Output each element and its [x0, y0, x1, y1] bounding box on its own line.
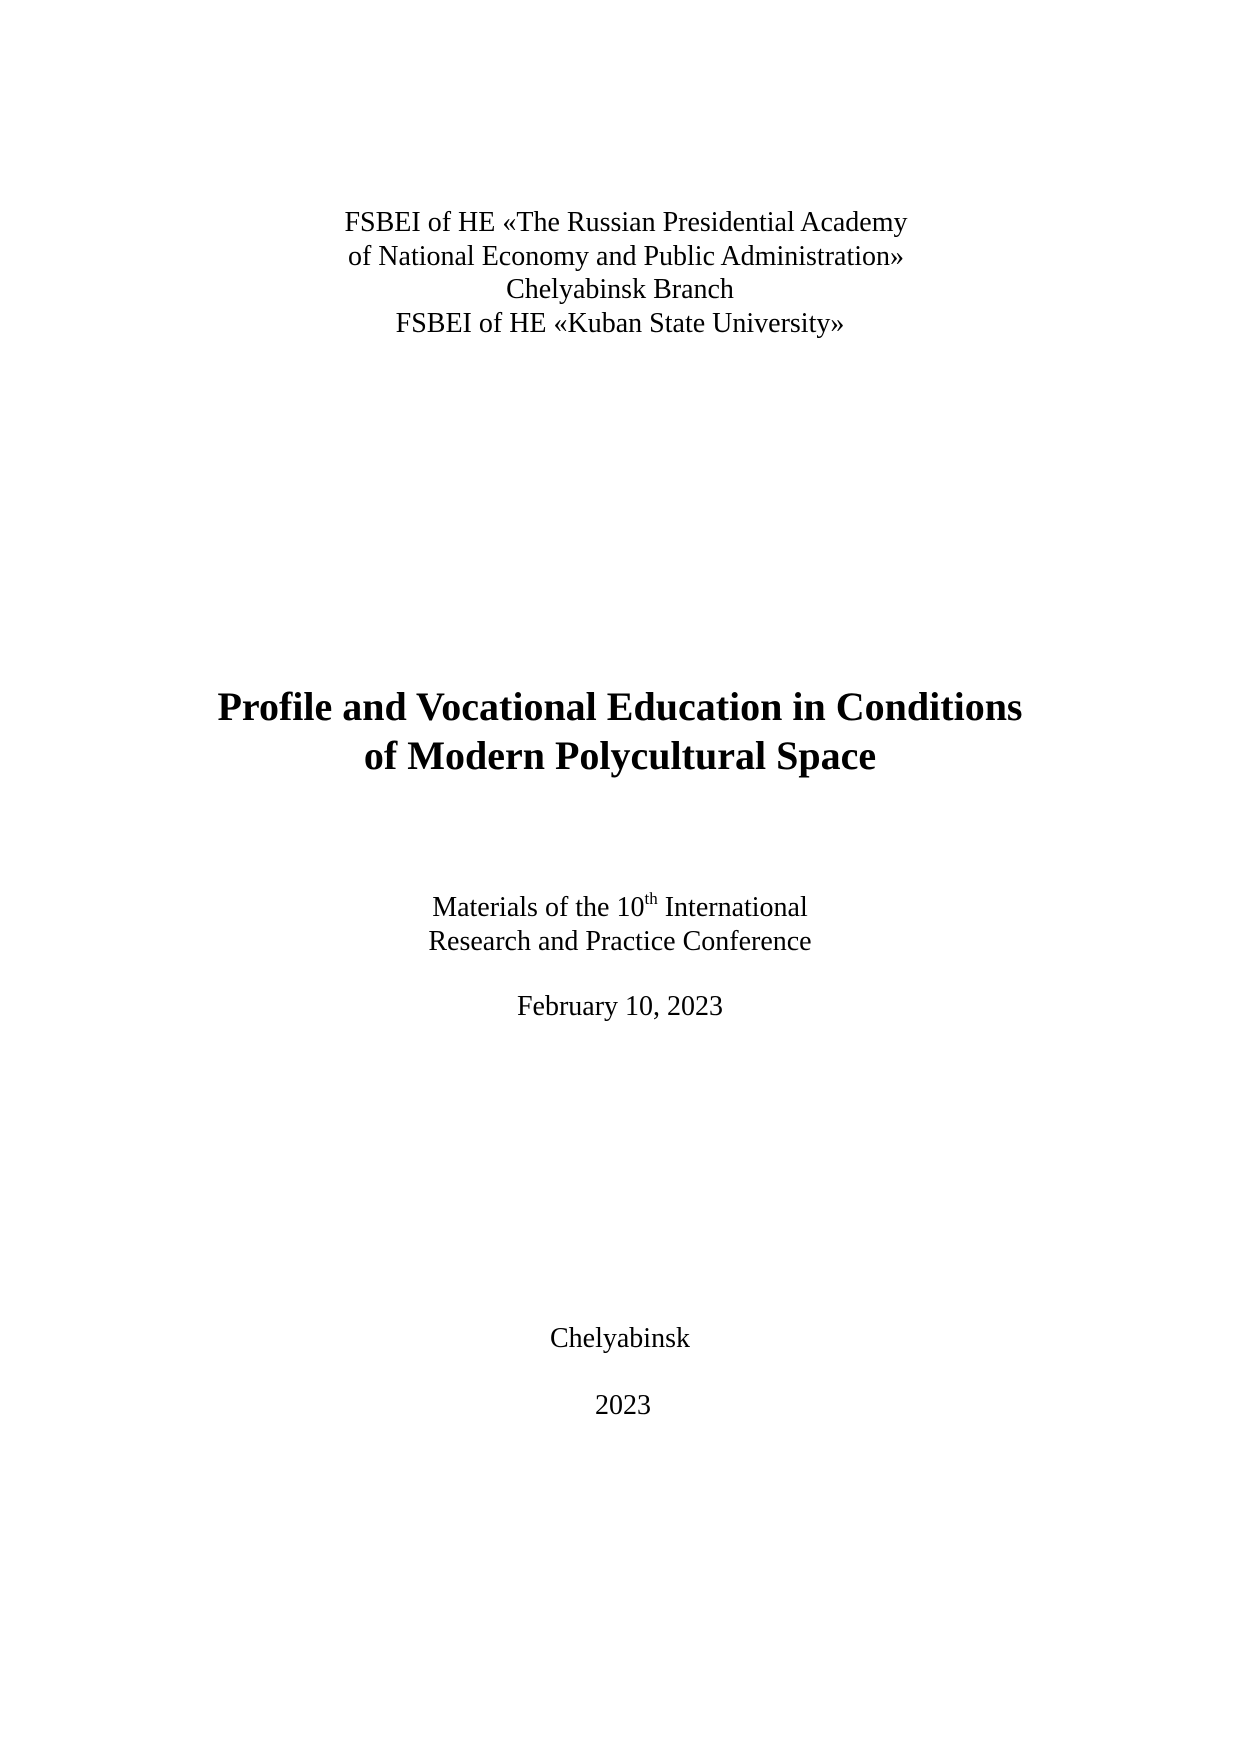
ordinal-suffix: th: [644, 888, 658, 908]
institution-line-1: FSBEI of HE «The Russian Presidential Academy: [344, 207, 908, 238]
institution-line-2: of National Economy and Public Administration»: [347, 240, 905, 272]
institution-header: [0, 206, 1240, 340]
institution-line-3: Chelyabinsk Branch: [506, 274, 734, 305]
title-line-1: Profile and Vocational Education in Conditions: [217, 684, 1023, 729]
institution-line-4: FSBEI of HE «Kuban State University»: [395, 307, 845, 339]
title-line-2: of Modern Polycultural Space: [363, 733, 877, 778]
document-title: [0, 682, 1240, 780]
materials-line-1: [0, 888, 1240, 925]
materials-suffix: International: [657, 892, 808, 923]
publication-year: 2023: [595, 1390, 651, 1421]
publication-city: Chelyabinsk: [550, 1323, 690, 1354]
materials-line-2: Research and Practice Conference: [428, 926, 812, 957]
materials-prefix: Materials of the 10: [432, 892, 645, 923]
conference-date: February 10, 2023: [516, 991, 724, 1022]
conference-materials: [0, 888, 1240, 959]
